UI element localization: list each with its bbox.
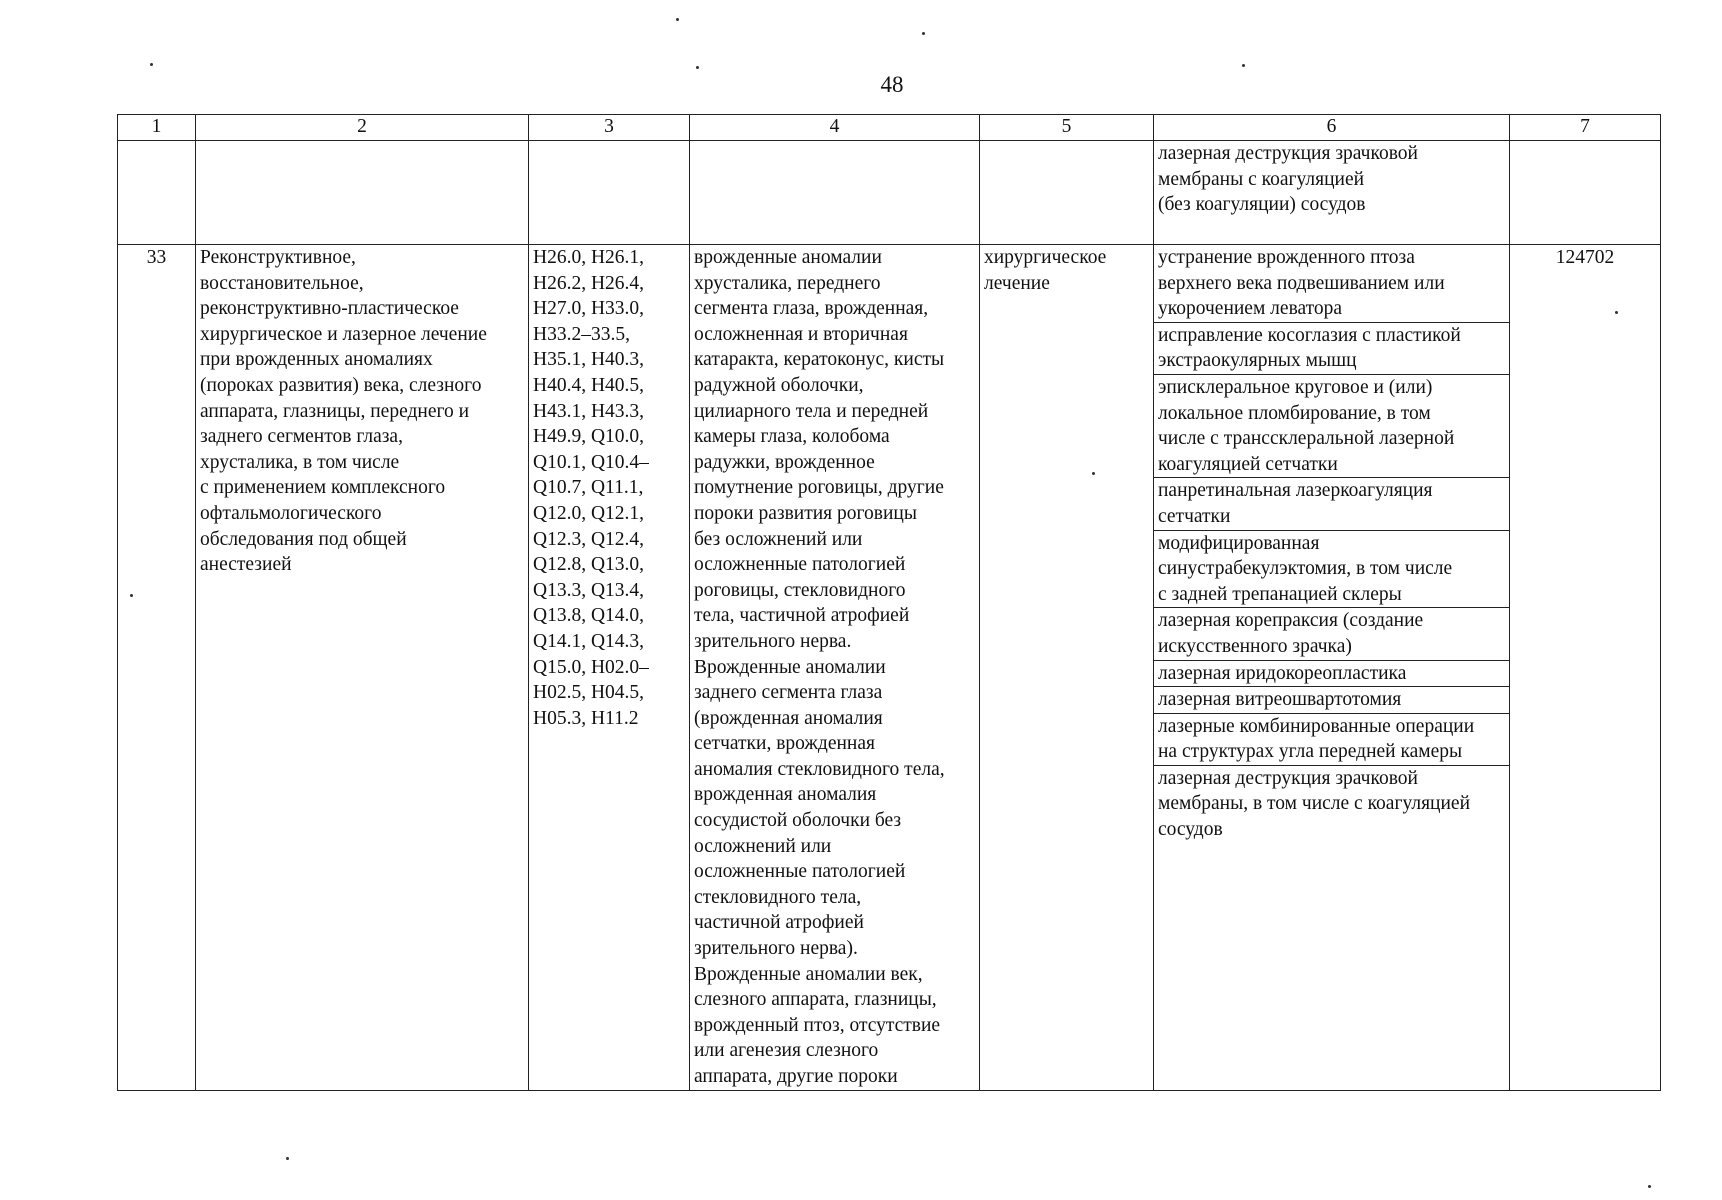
care-type-name: Реконструктивное, восстановительное, реконструктивно-пластическое хирургическое и лазерное лечение при врожденных аномалиях (пороках развития) века, слезного аппарата, глазницы, переднего и заднего сегментов глаза, хрусталика, в том числе с применением комплексного офтальмологического обследования под общей анестезией [196,245,529,1091]
scan-speck [1242,64,1245,67]
scan-speck [922,32,925,35]
scan-speck [286,1157,289,1160]
medical-care-table [117,114,1661,1091]
table-row [118,245,1661,1091]
scan-speck [696,66,699,69]
treatment-method: панретинальная лазеркоагуляция сетчатки [1154,478,1509,530]
patient-model: врожденные аномалии хрусталика, переднего сегмента глаза, врожденная, осложненная и вторичная катаракта, кератоконус, кисты радужной оболочки, цилиарного тела и передней камеры глаза, колобома радужки, врожденное помутнение роговицы, другие пороки развития роговицы без осложнений или осложненные патологией роговицы, стекловидного тела, частичной атрофией зрительного нерва. Врожденные аномалии заднего сегмента глаза (врожденная аномалия сетчатки, врожденная аномалия стекловидного тела, врожденная аномалия сосудистой оболочки без осложнений или осложненные патологией стекловидного тела, частичной атрофией зрительного нерва). Врожденные аномалии век, слезного аппарата, глазницы, врожденный птоз, отсутствие или агенезия слезного аппарата, другие пороки [690,245,980,1091]
row-number: 33 [118,245,196,1091]
treatment-method: лазерные комбинированные операции на структурах угла передней камеры [1154,714,1509,766]
column-number: 5 [980,115,1154,141]
cost-value: 124702 [1510,245,1661,1091]
icd-codes: H26.0, H26.1, H26.2, H26.4, H27.0, H33.0, H33.2–33.5, H35.1, H40.3, H40.4, H40.5, H43.1, H43.3, H49.9, Q10.0, Q10.1, Q10.4– Q10.7, Q11.1, Q12.0, Q12.1, Q12.3, Q12.4, Q12.8, Q13.0, Q13.3, Q13.4, Q13.8, Q14.0, Q14.1, Q14.3, Q15.0, H02.0– H02.5, H04.5, H05.3, H11.2 [529,245,690,1091]
scan-speck [1648,1185,1651,1188]
treatment-method: лазерная деструкция зрачковой мембраны, в том числе с коагуляцией сосудов [1158,767,1471,841]
column-number: 4 [690,115,980,141]
column-number: 6 [1154,115,1510,141]
column-number: 7 [1510,115,1661,141]
treatment-method: исправление косоглазия с пластикой экстраокулярных мышц [1154,323,1509,375]
scan-speck [1615,311,1618,314]
scan-speck [130,594,133,597]
continued-procedure: лазерная деструкция зрачковой мембраны с коагуляцией (без коагуляции) сосудов [1154,141,1510,245]
scan-speck [150,63,153,66]
column-numbers-row [118,115,1661,141]
continuation-row [118,141,1661,245]
scan-speck [1092,472,1095,475]
treatment-type: хирургическое лечение [980,245,1154,1091]
column-number: 3 [529,115,690,141]
treatment-methods-cell [1154,245,1510,1091]
treatment-method: модифицированная синустрабекулэктомия, в том числе с задней трепанацией склеры [1154,531,1509,609]
treatment-method: лазерная иридокореопластика [1154,661,1509,688]
column-number: 1 [118,115,196,141]
treatment-method: лазерная корепраксия (создание искусственного зрачка) [1154,608,1509,660]
column-number: 2 [196,115,529,141]
treatment-method: лазерная витреошвартотомия [1154,687,1509,714]
page-number: 48 [880,72,904,97]
treatment-method: эписклеральное круговое и (или) локальное пломбирование, в том числе с транссклеральной лазерной коагуляцией сетчатки [1154,375,1509,478]
scan-speck [676,18,679,21]
treatment-method: устранение врожденного птоза верхнего века подвешиванием или укорочением леватора [1154,245,1509,323]
